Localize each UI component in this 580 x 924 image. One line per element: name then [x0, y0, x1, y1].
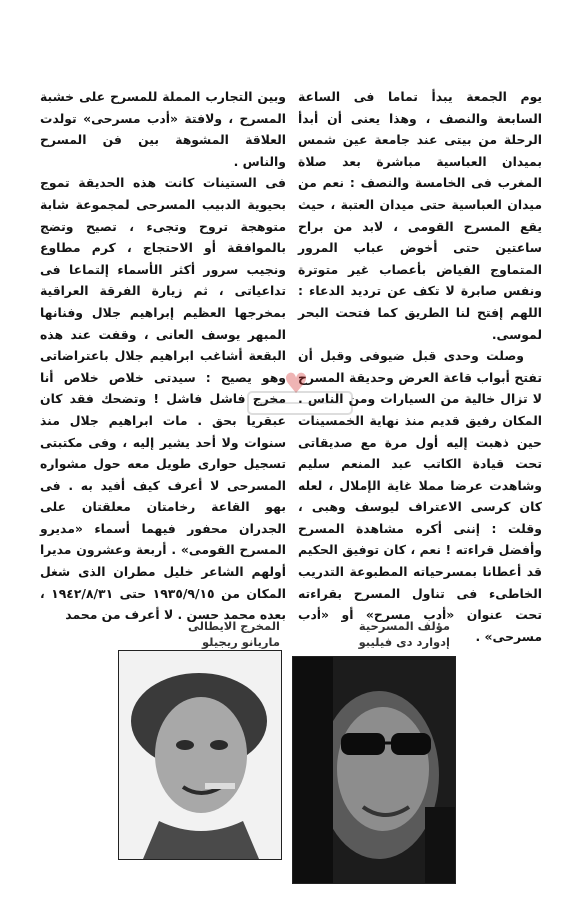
paragraph: فى الستينات كانت هذه الحديقة تموج بحيوية الدبيب المسرحى لمجموعة شابة متوهجة تروح وتجىء ، تصيح وتضج بالموافقة أو الاحتجاج ، كرم مطاوع ونجيب سرور أكثر الأسماء إلتماعا فى تداعياتى ، ثم زيارة الفرقة العراقية بمخرجها العظيم إبراهيم جلال وفنانها المبهر يوسف العانى ، وقفت عند هذه البقعة أشاغب ابراهيم جلال باعتراضاتى وهو يصيح : سيدتى خلاص خلاص أنا مخرج فاشل فاشل ! وتضحك فقد كان عبقريا بحق . مات ابراهيم جلال منذ سنوات ولا أحد يشير إليه ، وفى مكتبتى تسجيل حوارى طويل معه حول مشواره المسرحى لا أعرف كيف أفيد به . فى بهو القاعة رخامتان معلقتان على الجدران محفور فيهما أسماء «مديرو المسرح القومى» . أربعة وعشرون مديرا أولهم الشاعر خليل مطران الذى شغل المكان من ١٩٣٥/٩/١٥ حتى ١٩٤٢/٨/٣١ ، بعده محمد حسن . لا أعرف من محمد: [40, 175, 287, 623]
caption-line: مؤلف المسرحية: [358, 619, 450, 633]
watermark-heart-icon: ♥: [283, 367, 309, 400]
photo-caption-right: [300, 618, 450, 650]
archive-logo-icon: [240, 386, 360, 420]
photo-caption-left: [130, 618, 280, 650]
article-column-right: [298, 86, 542, 647]
caption-line: إدوارد دى فيليبو: [358, 635, 450, 649]
paragraph: وبين التجارب المملة للمسرح على خشبة المسرح ، ولافتة «أدب مسرحى» تولدت العلاقة المشوهة بين فن المسرح والناس .: [40, 89, 286, 169]
director-portrait-photo: [118, 650, 282, 860]
author-portrait-photo: [292, 656, 456, 884]
paragraph: يوم الجمعة يبدأ تماما فى الساعة السابعة والنصف ، وهذا يعنى أن أبدأ الرحلة من بيتى عند جامعة عين شمس بميدان العباسية مباشرة بعد صلاة المغرب فى الخامسة والنصف : نعم من ميدان العباسية حتى ميدان العتبة ، حيث يقع المسرح القومى ، لابد من براح ساعتين حتى أخوض عباب المرور المتماوج الفياض بأعصاب غير متوترة ونفس صابرة لا تكف عن ترديد الدعاء : اللهم إفتح لنا الطريق كما فتحت البحر لموسى.: [298, 89, 542, 342]
caption-line: ماريانو ريجيلو: [201, 635, 280, 649]
watermark-logo: [240, 386, 360, 428]
paragraph: وصلت وحدى قبل ضيوفى وقبل أن تفتح أبواب قاعة العرض وحديقة المسرح لا تزال خالية من السيارات ومن الناس . المكان رفيق قديم منذ نهاية الخمسينات حين ذهبت إليه أول مرة مع صديقاتى تحت قيادة الكاتب عبد المنعم سليم وشاهدت عرضا مملا غاية الإملال ، لعله كان كرسى الاعتراف ليوسف وهبى ، وقلت : إننى أكره مشاهدة المسرح وأفضل قراءته ! نعم ، كان توفيق الحكيم قد أعطانا بمسرحياته المطبوعة التدريب الخاطىء فى تناول المسرح بقراءته تحت عنوان «أدب مسرح» أو «أدب مسرحى» .: [298, 348, 542, 644]
caption-line: المخرج الايطالى: [188, 619, 280, 633]
article-column-left: [40, 86, 286, 626]
